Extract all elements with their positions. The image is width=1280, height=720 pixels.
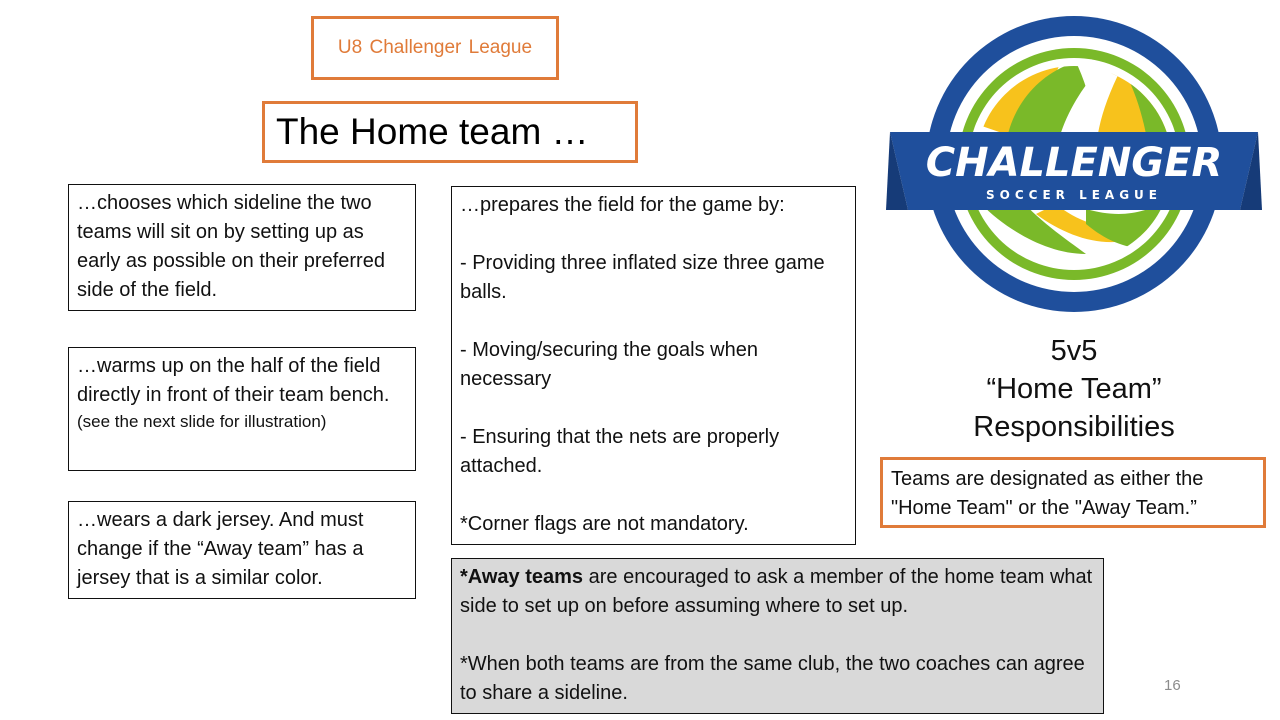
- responsibilities-home-team: “Home Team”: [986, 373, 1162, 405]
- league-tag: [311, 16, 559, 80]
- responsibilities-format: 5v5: [1050, 335, 1098, 367]
- warmup-note-hint: (see the next slide for illustration): [77, 412, 327, 431]
- slide-title-text: The Home team …: [276, 111, 589, 152]
- away-teams-text: [460, 563, 1095, 621]
- same-club-text: *When both teams are from the same club, the two coaches can agree to share a sideline.: [460, 653, 1085, 704]
- logo-name: CHALLENGER: [925, 140, 1223, 186]
- prepares-field-note: [451, 186, 856, 545]
- league-tag-text: U8 Challenger League: [337, 37, 533, 58]
- page-number: 16: [1164, 677, 1181, 694]
- sideline-note: [68, 184, 416, 311]
- away-teams-bold: *Away teams: [460, 566, 584, 588]
- designated-text: Teams are designated as either the "Home Team" or the "Away Team.”: [891, 468, 1204, 519]
- responsibilities-label: Responsibilities: [973, 411, 1175, 443]
- logo-sub: SOCCER LEAGUE: [986, 188, 1162, 202]
- responsibilities-heading: [940, 332, 1208, 446]
- prepares-intro: …prepares the field for the game by:: [460, 194, 785, 216]
- challenger-logo: [886, 14, 1262, 314]
- sideline-note-text: …chooses which sideline the two teams will sit on by setting up as early as possible on their preferred side of the field.: [77, 192, 385, 301]
- warmup-note-text: …warms up on the half of the field directly in front of their team bench.: [77, 355, 390, 406]
- warmup-note: [68, 347, 416, 471]
- prepares-item-nets: - Ensuring that the nets are properly attached.: [460, 426, 780, 477]
- away-teams-note: [451, 558, 1104, 714]
- prepares-item-goals: - Moving/securing the goals when necessary: [460, 339, 758, 390]
- jersey-note-text: …wears a dark jersey. And must change if the “Away team” has a jersey that is a similar color.: [77, 509, 364, 589]
- jersey-note: [68, 501, 416, 599]
- designated-note: [880, 457, 1266, 528]
- prepares-footnote: *Corner flags are not mandatory.: [460, 513, 749, 535]
- away-teams-rest: are encouraged to ask a member of the home team what side to set up on before assuming where to set up.: [460, 566, 1093, 617]
- slide-title: [262, 101, 638, 163]
- prepares-item-balls: - Providing three inflated size three game balls.: [460, 252, 825, 303]
